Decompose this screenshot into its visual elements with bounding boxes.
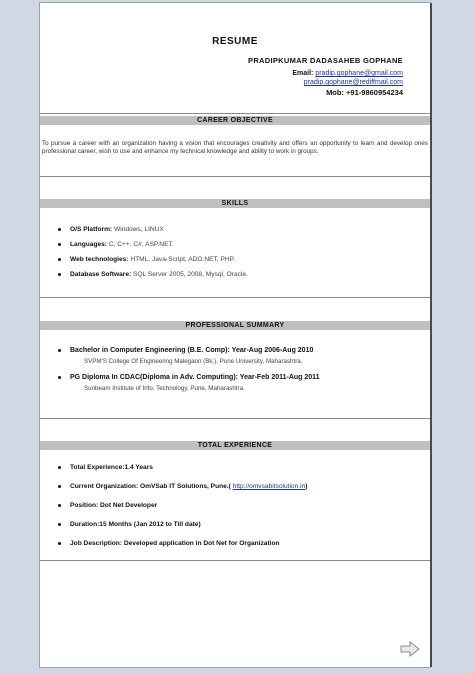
resume-title: RESUME xyxy=(212,36,258,47)
experience-list xyxy=(40,464,430,547)
list-item: O/S Platform: Windows, LINUX xyxy=(40,226,430,233)
list-item: Bachelor in Computer Engineering (B.E. Comp): Year-Aug 2006-Aug 2010 SVPM'S College Of Engineering Malegaon (Bk.), Pune University, Maharashtra. xyxy=(40,347,430,365)
divider xyxy=(40,113,430,114)
company-link[interactable]: http://omvsabitsolution.in xyxy=(232,483,306,490)
list-item: Languages: C, C++, C#, ASP.NET. xyxy=(40,241,430,248)
mobile-number: Mob: +91-9860954234 xyxy=(326,88,403,97)
list-item: Position: Dot Net Developer xyxy=(40,502,430,509)
career-objective-text: To pursue a career with an organization having a vision that encourages creativity and offers an opportunity to learn and develop ones professional career, wish to use and enhance my technical knowledge and ability to work in groups. xyxy=(42,140,428,156)
list-item: Total Experience:1.4 Years xyxy=(40,464,430,471)
list-item: Job Description: Developed application in Dot Net for Organization xyxy=(40,540,430,547)
list-item: PG Diploma In CDAC(Diploma in Adv. Computing): Year-Feb 2011-Aug 2011 Sunbeam Institute of Info. Technology, Pune, Maharashtra. xyxy=(40,374,430,392)
skills-heading: SKILLS xyxy=(40,199,430,208)
arrow-right-icon[interactable] xyxy=(400,641,420,657)
divider xyxy=(40,418,430,419)
list-item: Current Organization: OmVSab IT Solutions, Pune.( http://omvsabitsolution.in) xyxy=(40,483,430,490)
list-item: Database Software: SQL Server 2005, 2008, Mysql, Oracle. xyxy=(40,271,430,278)
email-label: Email: xyxy=(292,70,314,77)
email-link-1[interactable]: pradip.gophane@gmail.com xyxy=(315,70,403,77)
candidate-name: PRADIPKUMAR DADASAHEB GOPHANE xyxy=(248,56,403,65)
email-row-2 xyxy=(304,79,403,86)
professional-summary-heading: PROFESSIONAL SUMMARY xyxy=(40,321,430,330)
divider xyxy=(40,176,430,177)
email-row-1 xyxy=(292,70,403,77)
resume-page xyxy=(40,3,430,667)
email-link-2[interactable]: pradip.gophane@rediffmail.com xyxy=(303,79,403,86)
list-item: Web technologies: HTML, Java-Script, ADO.NET, PHP. xyxy=(40,256,430,263)
education-list xyxy=(40,347,430,392)
career-objective-heading: CAREER OBJECTIVE xyxy=(40,116,430,125)
divider xyxy=(40,297,430,298)
skills-list xyxy=(40,226,430,278)
divider xyxy=(40,560,430,561)
total-experience-heading: TOTAL EXPERIENCE xyxy=(40,441,430,450)
list-item: Duration:15 Months (Jan 2012 to Till date) xyxy=(40,521,430,528)
